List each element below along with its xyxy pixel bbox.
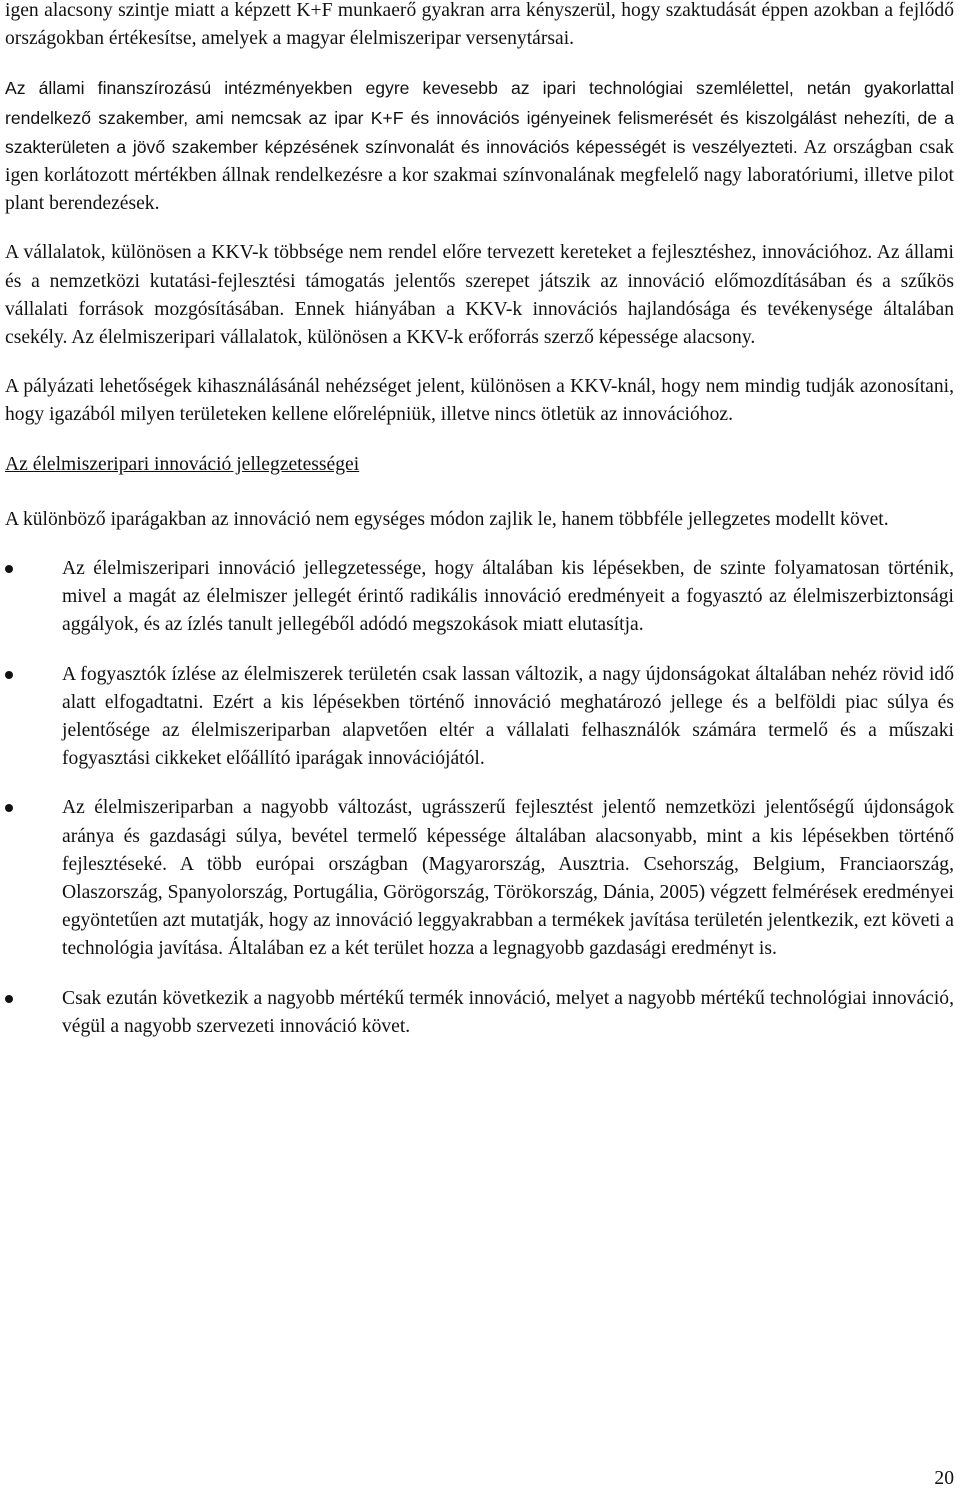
paragraph-state-institutions xyxy=(5,74,954,218)
bullet-item xyxy=(5,555,954,640)
bullet-icon xyxy=(5,804,13,812)
section-heading: Az élelmiszeripari innováció jellegzetességei xyxy=(5,453,360,475)
bullet-icon xyxy=(5,995,13,1003)
bullet-item xyxy=(5,794,954,963)
bullet-text: Csak ezután következik a nagyobb mértékű termék innováció, melyet a nagyobb mértékű technológiai innováció, végül a nagyobb szervezeti innováció követ. xyxy=(62,987,954,1037)
paragraph-state-institutions-part2: Az országban csak igen korlátozott mértékben állnak rendelkezésre a kor szakmai színvonalának megfelelő nagy laboratóriumi, illetve pilot plant berendezések. xyxy=(5,136,954,215)
bullet-icon xyxy=(5,671,13,679)
bullet-text: Az élelmiszeripari innováció jellegzetessége, hogy általában kis lépésekben, de szinte folyamatosan történik, mivel a magát az élelmiszer jellegét érintő radikális innováció eredményeit a fogyasztó az élelmiszerbiztonsági aggályok, és az ízlés tanult jellegéből adódó megszokások miatt elutasítja. xyxy=(62,558,954,636)
bullet-list xyxy=(5,555,954,1041)
paragraph-intro: igen alacsony szintje miatt a képzett K+F munkaerő gyakran arra kényszerül, hogy szaktudását éppen azokban a fejlődő országokban értékesítse, amelyek a magyar élelmiszeripar versenytársai. xyxy=(5,0,954,50)
bullet-item xyxy=(5,985,954,1041)
bullet-text: A fogyasztók ízlése az élelmiszerek területén csak lassan változik, a nagy újdonságokat általában nehéz rövid idő alatt elfogadtatni. Ezért a kis lépésekben történő innováció meghatározó jellege és a belföldi piac súlya és jelentősége az élelmiszeriparban alapvetően eltér a vállalati felhasználók számára termelő és a műszaki fogyasztási cikkeket előállító iparágak innovációjától. xyxy=(62,663,954,770)
page-number: 20 xyxy=(934,1468,954,1489)
paragraph-smes: A vállalatok, különösen a KKV-k többsége nem rendel előre tervezett kereteket a fejlesztéshez, innovációhoz. Az állami és a nemzetközi kutatási-fejlesztési támogatás jelentős szerepet játszik az innováció előmozdításában és a szűkös vállalati források mozgósításában. Ennek hiányában a KKV-k innovációs hajlandósága és tevékenysége általában csekély. Az élelmiszeripari vállalatok, különösen a KKV-k erőforrás szerző képessége alacsony. xyxy=(5,242,954,349)
paragraph-state-institutions-part1: Az állami finanszírozású intézményekben egyre kevesebb az ipari technológiai szemlélettel, netán gyakorlattal rendelkező szakember, ami nemcsak az ipar K+F és innovációs igényeinek felismerését és kiszolgálást nehezíti, de a szakterületen a jövő szakember képzésének színvonalát és innovációs képességét is veszélyezteti. xyxy=(5,78,954,157)
paragraph-tenders: A pályázati lehetőségek kihasználásánál nehézséget jelent, különösen a KKV-knál, hogy nem mindig tudják azonosítani, hogy igazából milyen területeken kellene előrelépniük, illetve nincs ötletük az innovációhoz. xyxy=(5,376,954,426)
bullet-item xyxy=(5,661,954,774)
bullet-icon xyxy=(5,565,13,573)
document-page xyxy=(5,0,954,1062)
bullet-text: Az élelmiszeriparban a nagyobb változást, ugrásszerű fejlesztést jelentő nemzetközi jelentőségű újdonságok aránya és gazdasági súlya, bevétel termelő képessége általában alacsonyabb, mint a kis lépésekben történő fejlesztéseké. A több európai országban (Magyarország, Ausztria. Csehország, Belgium, Franciaország, Olaszország, Spanyolország, Portugália, Görögország, Törökország, Dánia, 2005) végzett felmérések eredményei egyöntetűen azt mutatják, hogy az innováció leggyakrabban a termékek javítása területén jelentkezik, ezt követi a technológia javítása. Általában ez a két terület hozza a legnagyobb gazdasági eredményt is. xyxy=(62,797,954,960)
paragraph-models: A különböző iparágakban az innováció nem egységes módon zajlik le, hanem többféle jellegzetes modellt követ. xyxy=(5,508,889,530)
